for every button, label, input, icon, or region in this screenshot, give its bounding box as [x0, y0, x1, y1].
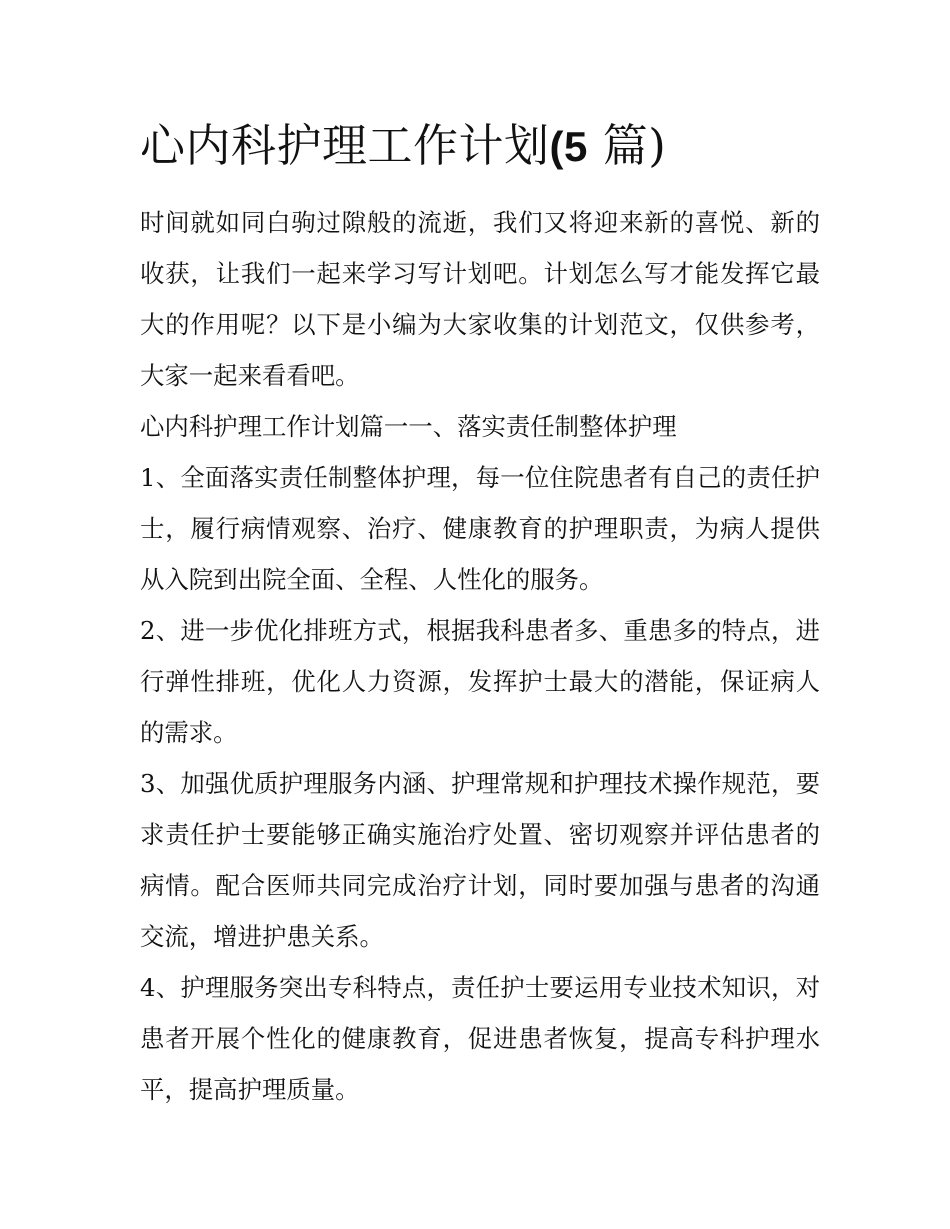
list-item-4: 4、护理服务突出专科特点，责任护士要运用专业技术知识，对患者开展个性化的健康教育，促进患者恢复，提高专科护理水平，提高护理质量。 [140, 973, 820, 1104]
document-title [140, 110, 820, 183]
section-heading: 心内科护理工作计划篇一一、落实责任制整体护理 [140, 412, 677, 441]
list-item-2: 2、进一步优化排班方式，根据我科患者多、重患多的特点，进行弹性排班，优化人力资源，发挥护士最大的潜能，保证病人的需求。 [140, 616, 820, 747]
title-tail: 篇) [602, 119, 667, 172]
title-main: 心内科护理工作计划 [140, 119, 550, 172]
list-item-3: 3、加强优质护理服务内涵、护理常规和护理技术操作规范，要求责任护士要能够正确实施治疗处置、密切观察并评估患者的病情。配合医师共同完成治疗计划，同时要加强与患者的沟通交流，增进护患关系。 [140, 769, 820, 951]
document-body [140, 110, 820, 1115]
intro-paragraph: 时间就如同白驹过隙般的流逝，我们又将迎来新的喜悦、新的收获，让我们一起来学习写计划吧。计划怎么写才能发挥它最大的作用呢？以下是小编为大家收集的计划范文，仅供参考，大家一起来看看吧。 [140, 208, 820, 390]
title-count: (5 [549, 123, 588, 170]
list-item-1: 1、全面落实责任制整体护理，每一位住院患者有自己的责任护士，履行病情观察、治疗、健康教育的护理职责，为病人提供从入院到出院全面、全程、人性化的服务。 [140, 463, 820, 594]
